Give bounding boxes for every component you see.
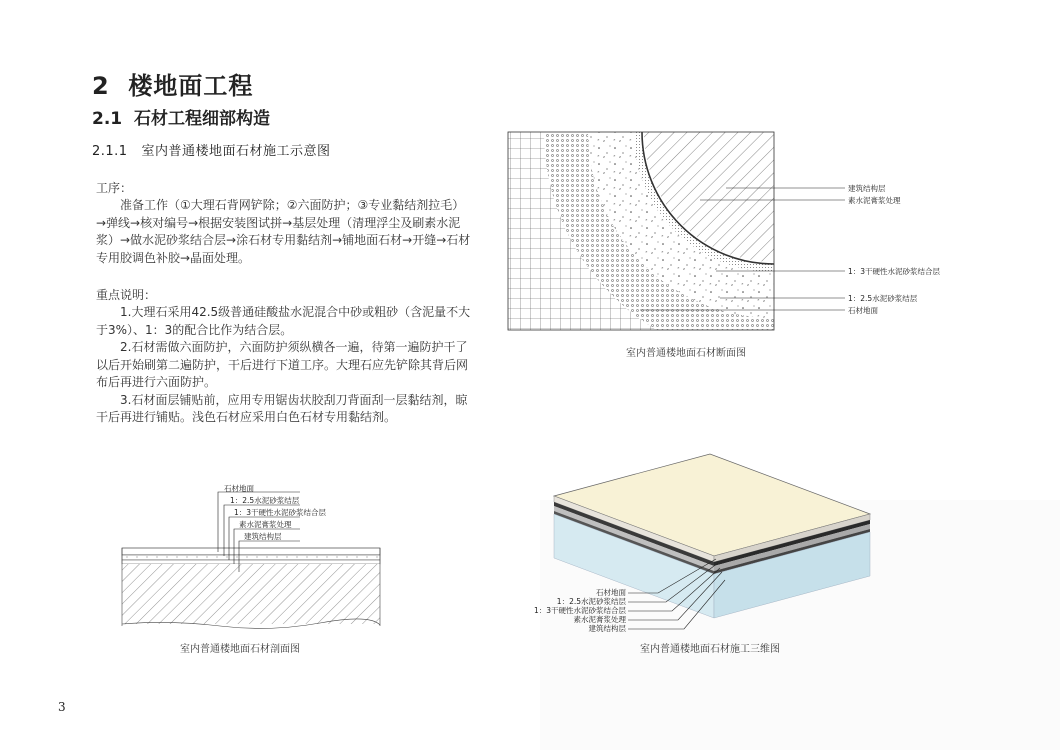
section-title [92, 104, 270, 129]
profile-label: 石材地面 [224, 484, 254, 493]
section-number: 2.1 [92, 109, 123, 129]
chapter-name: 楼地面工程 [128, 72, 254, 100]
chapter-number: 2 [92, 72, 110, 100]
iso-label: 素水泥膏浆处理 [573, 615, 626, 624]
section-label: 1：3干硬性水泥砂浆结合层 [848, 267, 941, 276]
section-caption: 室内普通楼地面石材断面图 [626, 348, 746, 359]
iso-label: 石材地面 [596, 588, 626, 597]
notes-list [96, 304, 474, 427]
procedure-heading: 工序： [96, 181, 133, 195]
chapter-title [92, 66, 253, 101]
notes-heading: 重点说明： [96, 288, 157, 302]
profile-label: 1：2.5水泥砂浆结层 [230, 496, 300, 505]
profile-label: 建筑结构层 [244, 532, 282, 541]
note-item: 2.石材需做六面防护，六面防护须纵横各一遍，待第一遍防护干了以后开始刷第二遍防护，干后进行下道工序。大理石应先铲除其背后网布后再进行六面防护。 [96, 340, 469, 389]
note-item: 3.石材面层铺贴前，应用专用锯齿状胶刮刀背面刮一层黏结剂，晾干后再进行铺贴。浅色石材应采用白色石材专用黏结剂。 [96, 392, 468, 424]
iso-label: 1：3干硬性水泥砂浆结合层 [533, 606, 626, 615]
profile-diagram [110, 480, 410, 630]
profile-label: 1：3干硬性水泥砂浆结合层 [234, 508, 327, 517]
section-label: 素水泥膏浆处理 [848, 196, 901, 205]
page-number: 3 [58, 700, 66, 714]
subsection-title [92, 140, 331, 159]
isometric-caption: 室内普通楼地面石材施工三维图 [640, 644, 780, 655]
profile-label: 素水泥膏浆处理 [239, 520, 292, 529]
section-diagram [500, 128, 960, 340]
section-label: 石材地面 [848, 306, 878, 315]
note-item: 1.大理石采用42.5级普通硅酸盐水泥混合中砂或粗砂（含泥量不大于3%）、1：3的配合比作为结合层。 [96, 305, 471, 337]
section-label: 1：2.5水泥砂浆结层 [848, 294, 918, 303]
profile-caption: 室内普通楼地面石材剖面图 [180, 644, 300, 655]
subsection-name: 室内普通楼地面石材施工示意图 [141, 144, 331, 159]
section-label: 建筑结构层 [848, 184, 886, 193]
section-name: 石材工程细部构造 [133, 109, 270, 129]
procedure-text: 准备工作（①大理石背网铲除；②六面防护；③专业黏结剂拉毛）→弹线→核对编号→根据安装图试拼→基层处理（清理浮尘及刷素水泥浆）→做水泥砂浆结合层→涂石材专用黏结剂→铺地面石材→开缝→石材专用胶调色补胶→晶面处理。 [96, 198, 471, 265]
isometric-diagram [520, 440, 920, 640]
iso-label: 1：2.5水泥砂浆结层 [556, 597, 626, 606]
subsection-number: 2.1.1 [92, 144, 128, 159]
iso-label: 建筑结构层 [588, 624, 626, 633]
